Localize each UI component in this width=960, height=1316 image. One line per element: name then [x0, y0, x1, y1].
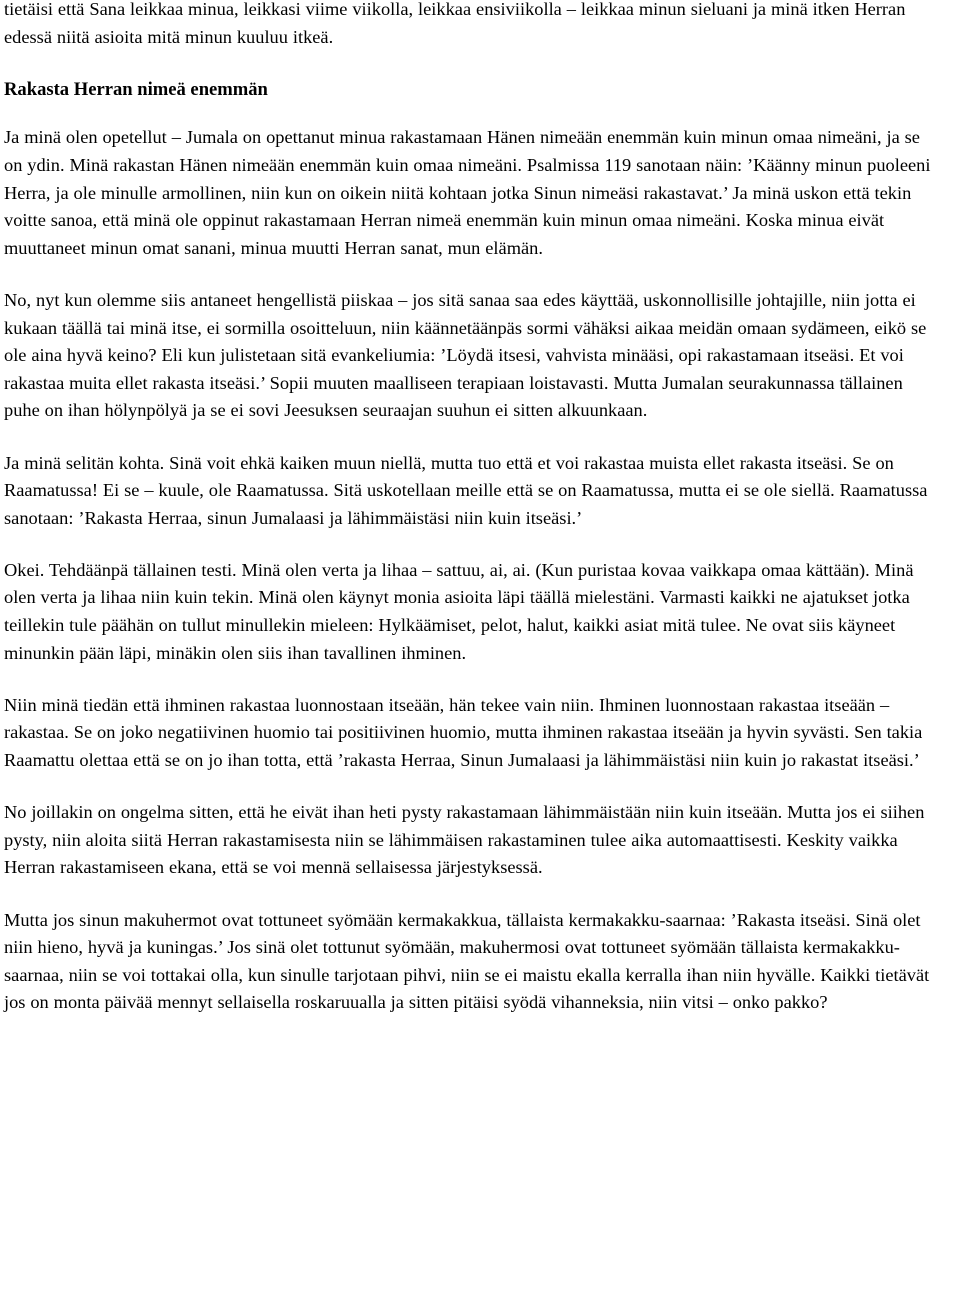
paragraph-7: No joillakin on ongelma sitten, että he eivät ihan heti pysty rakastamaan lähimmäistään niin kuin itseään. Mutta jos ei siihen pysty, niin aloita siitä Herran rakastamisesta niin se lähimmäisen rakastaminen tulee aika automaattisesti. Keskity vaikka Herran rakastamiseen ekana, että se voi mennä sellaisessa järjestyksessä.: [4, 802, 925, 878]
paragraph-6: Niin minä tiedän että ihminen rakastaa luonnostaan itseään, hän tekee vain niin. Ihminen luonnostaan rakastaa itseään – rakastaa. Se on joko negatiivinen huomio tai positiivinen huomio, mutta ihminen rakastaa itseään ja hyvin syvästi. Sen takia Raamattu olettaa että se on jo ihan totta, että ’rakasta Herraa, Sinun Jumalaasi ja lähimmäistäsi niin kuin jo rakastat itseäsi.’: [4, 694, 923, 771]
paragraph-3: No, nyt kun olemme siis antaneet hengellistä piiskaa – jos sitä sanaa saa edes käyttää, uskonnollisille johtajille, niin jotta ei kukaan täällä tai minä itse, ei sormilla osoitteluun, niin käännetäänpäs sormi vähäksi aikaa meidän omaan sydämeen, eikö se ole aina hyvä keino? Eli kun julistetaan sitä evankeliumia: ’Löydä itsesi, vahvista minääsi, opi rakastamaan itseäsi. Et voi rakastaa muita ellet rakasta itseäsi.’ Sopii muuten maalliseen terapiaan loistavasti. Mutta Jumalan seurakunnassa tällainen puhe on ihan hölynpölyä ja se ei sovi Jeesuksen seuraajan suuhun ei sitten alkuunkaan.: [4, 289, 927, 421]
paragraph-8: Mutta jos sinun makuhermot ovat tottuneet syömään kermakakkua, tällaista kermakakku-saarnaa: ’Rakasta itseäsi. Sinä olet niin hieno, hyvä ja kuningas.’ Jos sinä olet tottunut syömään, makuhermosi ovat tottuneet syömään tällaista kermakakku-saarnaa, niin se voi tottakai olla, kun sinulle tarjotaan pihvi, niin se ei maistu ekalla kerralla ihan niin hyvälle. Kaikki tietävät jos on monta päivää mennyt sellaisella roskaruualla ja sitten pitäisi syödä vihanneksia, niin vitsi – onko pakko?: [4, 909, 930, 1013]
paragraph-1: tietäisi että Sana leikkaa minua, leikkasi viime viikolla, leikkaa ensiviikolla – leikkaa minun sieluani ja minä itken Herran edessä niitä asioita mitä minun kuuluu itkeä.: [4, 0, 906, 47]
section-heading: Rakasta Herran nimeä enemmän: [4, 78, 268, 100]
paragraph-2: Ja minä olen opetellut – Jumala on opettanut minua rakastamaan Hänen nimeään enemmän kuin minun omaa nimeäni, ja se on ydin. Minä rakastan Hänen nimeään enemmän kuin omaa nimeäni. Psalmissa 119 sanotaan näin: ’Käänny minun puoleeni Herra, ja ole minulle armollinen, niin kun on oikein niitä kohtaan jotka Sinun nimeäsi rakastavat.’ Ja minä uskon että tekin voitte sanoa, että minä ole oppinut rakastamaan Herran nimeä enemmän kuin minun omaa nimeäni. Koska minua eivät muuttaneet minun omat sanani, minua muutti Herran sanat, mun elämän.: [4, 127, 931, 258]
paragraph-5: Okei. Tehdäänpä tällainen testi. Minä olen verta ja lihaa – sattuu, ai, ai. (Kun puristaa kovaa vaikkapa omaa kättään). Minä olen verta ja lihaa niin kuin tekin. Minä olen käynyt monia asioita läpi täällä mielestäni. Varmasti kaikki ne ajatukset jotka teillekin tule päähän on tullut minullekin mieleen: Hylkäämiset, pelot, halut, kaikki asiat mitä tulee. Ne ovat siis käyneet minunkin pään läpi, minäkin olen siis ihan tavallinen ihminen.: [4, 559, 914, 663]
paragraph-4: Ja minä selitän kohta. Sinä voit ehkä kaiken muun niellä, mutta tuo että et voi rakastaa muista ellet rakasta itseäsi. Se on Raamatussa! Ei se – kuule, ole Raamatussa. Sitä uskotellaan meille että se on Raamatussa, mutta ei se ole siellä. Raamatussa sanotaan: ’Rakasta Herraa, sinun Jumalaasi ja lähimmäistäsi niin kuin itseäsi.’: [4, 452, 928, 528]
